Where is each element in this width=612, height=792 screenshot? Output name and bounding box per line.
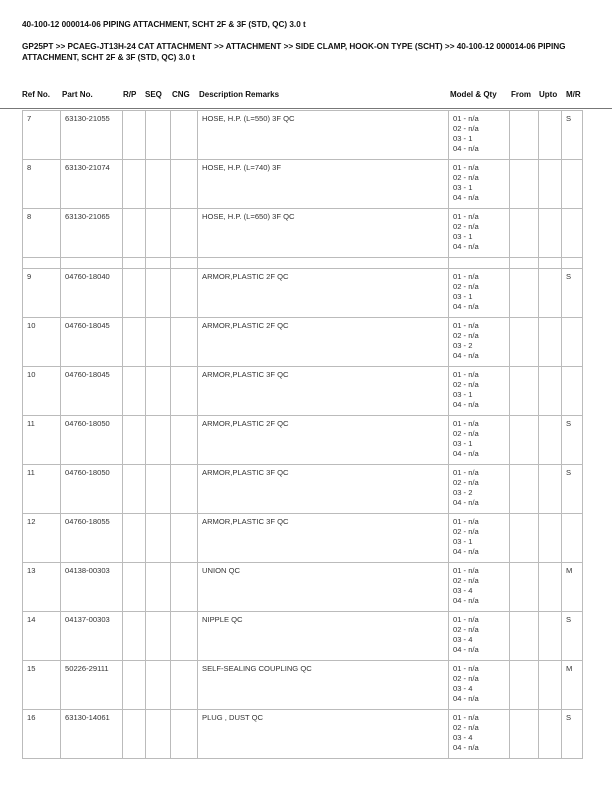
part-no-cell: 04760-18045 xyxy=(61,367,123,416)
model-qty-line: 02 - n/a xyxy=(453,478,479,487)
model-qty-line: 01 - n/a xyxy=(453,713,479,722)
cng-cell xyxy=(171,514,198,563)
model-qty-line: 04 - n/a xyxy=(453,400,479,409)
mr-cell: S xyxy=(562,111,583,160)
description-cell: NIPPLE QC xyxy=(198,612,449,661)
model-qty-cell xyxy=(449,209,510,258)
cng-cell xyxy=(171,612,198,661)
model-qty-line: 01 - n/a xyxy=(453,468,479,477)
description-cell: HOSE, H.P. (L=550) 3F QC xyxy=(198,111,449,160)
upto-cell xyxy=(539,111,562,160)
model-qty-line: 04 - n/a xyxy=(453,449,479,458)
cng-cell xyxy=(171,258,198,269)
mr-cell: S xyxy=(562,269,583,318)
from-cell xyxy=(510,612,539,661)
from-cell xyxy=(510,269,539,318)
mr-cell: S xyxy=(562,416,583,465)
table-row xyxy=(23,269,583,318)
col-rp: R/P xyxy=(123,90,137,99)
description-cell: ARMOR,PLASTIC 2F QC xyxy=(198,318,449,367)
model-qty-line: 01 - n/a xyxy=(453,517,479,526)
col-ref: Ref No. xyxy=(22,90,50,99)
description-cell: SELF-SEALING COUPLING QC xyxy=(198,661,449,710)
ref-cell: 8 xyxy=(23,160,61,209)
model-qty-line: 03 - 4 xyxy=(453,684,473,693)
mr-cell xyxy=(562,318,583,367)
rp-cell xyxy=(123,710,146,759)
cng-cell xyxy=(171,111,198,160)
part-no-cell: 04760-18045 xyxy=(61,318,123,367)
part-no-cell: 63130-14061 xyxy=(61,710,123,759)
table-row xyxy=(23,160,583,209)
description-cell: ARMOR,PLASTIC 2F QC xyxy=(198,416,449,465)
model-qty-cell xyxy=(449,514,510,563)
part-no-cell: 63130-21074 xyxy=(61,160,123,209)
cng-cell xyxy=(171,160,198,209)
model-qty-line: 02 - n/a xyxy=(453,723,479,732)
model-qty-line: 02 - n/a xyxy=(453,173,479,182)
model-qty-cell xyxy=(449,661,510,710)
table-row xyxy=(23,661,583,710)
seq-cell xyxy=(146,612,171,661)
model-qty-cell xyxy=(449,111,510,160)
model-qty-line: 02 - n/a xyxy=(453,674,479,683)
rp-cell xyxy=(123,416,146,465)
table-row xyxy=(23,612,583,661)
seq-cell xyxy=(146,318,171,367)
model-qty-line: 03 - 1 xyxy=(453,537,473,546)
upto-cell xyxy=(539,367,562,416)
model-qty-line: 01 - n/a xyxy=(453,370,479,379)
ref-cell: 10 xyxy=(23,318,61,367)
col-desc: Description Remarks xyxy=(199,90,280,99)
table-row xyxy=(23,514,583,563)
rp-cell xyxy=(123,111,146,160)
from-cell xyxy=(510,160,539,209)
rp-cell xyxy=(123,465,146,514)
ref-cell: 13 xyxy=(23,563,61,612)
col-cng: CNG xyxy=(172,90,190,99)
table-row xyxy=(23,318,583,367)
model-qty-line: 04 - n/a xyxy=(453,302,479,311)
ref-cell: 16 xyxy=(23,710,61,759)
model-qty-cell xyxy=(449,160,510,209)
seq-cell xyxy=(146,514,171,563)
col-seq: SEQ xyxy=(145,90,162,99)
cng-cell xyxy=(171,269,198,318)
upto-cell xyxy=(539,209,562,258)
table-row xyxy=(23,416,583,465)
from-cell xyxy=(510,710,539,759)
table-row xyxy=(23,367,583,416)
ref-cell: 11 xyxy=(23,416,61,465)
cng-cell xyxy=(171,416,198,465)
col-upto: Upto xyxy=(539,90,558,99)
upto-cell xyxy=(539,318,562,367)
model-qty-line: 04 - n/a xyxy=(453,144,479,153)
breadcrumb: GP25PT >> PCAEG-JT13H-24 CAT ATTACHMENT >> ATTACHMENT >> SIDE CLAMP, HOOK-ON TYPE (SCHT) >> 40-100-12 000014-06 PIPING ATTACHMENT, SCHT 2F & 3F (STD, QC) 3.0 t xyxy=(22,42,566,62)
ref-cell: 9 xyxy=(23,269,61,318)
upto-cell xyxy=(539,612,562,661)
table-row xyxy=(23,465,583,514)
mr-cell xyxy=(562,258,583,269)
upto-cell xyxy=(539,710,562,759)
col-mr: M/R xyxy=(566,90,581,99)
model-qty-line: 01 - n/a xyxy=(453,114,479,123)
model-qty-cell xyxy=(449,710,510,759)
cng-cell xyxy=(171,367,198,416)
seq-cell xyxy=(146,661,171,710)
description-cell: ARMOR,PLASTIC 2F QC xyxy=(198,269,449,318)
description-cell: PLUG , DUST QC xyxy=(198,710,449,759)
model-qty-line: 01 - n/a xyxy=(453,212,479,221)
ref-cell: 10 xyxy=(23,367,61,416)
model-qty-line: 01 - n/a xyxy=(453,272,479,281)
from-cell xyxy=(510,563,539,612)
ref-cell: 12 xyxy=(23,514,61,563)
part-no-cell: 63130-21055 xyxy=(61,111,123,160)
model-qty-cell xyxy=(449,465,510,514)
upto-cell xyxy=(539,661,562,710)
model-qty-line: 02 - n/a xyxy=(453,576,479,585)
model-qty-line: 03 - 4 xyxy=(453,733,473,742)
description-cell: HOSE, H.P. (L=650) 3F QC xyxy=(198,209,449,258)
model-qty-line: 02 - n/a xyxy=(453,331,479,340)
mr-cell xyxy=(562,514,583,563)
model-qty-line: 01 - n/a xyxy=(453,321,479,330)
cng-cell xyxy=(171,318,198,367)
model-qty-line: 03 - 1 xyxy=(453,134,473,143)
from-cell xyxy=(510,465,539,514)
from-cell xyxy=(510,367,539,416)
mr-cell: S xyxy=(562,612,583,661)
model-qty-line: 02 - n/a xyxy=(453,429,479,438)
model-qty-line: 04 - n/a xyxy=(453,596,479,605)
ref-cell: 15 xyxy=(23,661,61,710)
part-no-cell: 04760-18055 xyxy=(61,514,123,563)
upto-cell xyxy=(539,416,562,465)
model-qty-cell xyxy=(449,612,510,661)
part-no-cell: 04760-18040 xyxy=(61,269,123,318)
model-qty-cell xyxy=(449,416,510,465)
model-qty-cell xyxy=(449,563,510,612)
table-row xyxy=(23,209,583,258)
upto-cell xyxy=(539,465,562,514)
model-qty-line: 03 - 2 xyxy=(453,341,473,350)
rp-cell xyxy=(123,160,146,209)
model-qty-line: 03 - 1 xyxy=(453,292,473,301)
model-qty-cell xyxy=(449,318,510,367)
upto-cell xyxy=(539,258,562,269)
model-qty-line: 02 - n/a xyxy=(453,380,479,389)
table-header xyxy=(0,90,612,102)
model-qty-line: 04 - n/a xyxy=(453,547,479,556)
model-qty-line: 02 - n/a xyxy=(453,222,479,231)
header-divider xyxy=(0,108,612,109)
rp-cell xyxy=(123,612,146,661)
seq-cell xyxy=(146,367,171,416)
model-qty-line: 03 - 4 xyxy=(453,635,473,644)
ref-cell: 7 xyxy=(23,111,61,160)
mr-cell xyxy=(562,209,583,258)
part-no-cell: 04137-00303 xyxy=(61,612,123,661)
part-no-cell: 04760-18050 xyxy=(61,416,123,465)
upto-cell xyxy=(539,563,562,612)
description-cell: HOSE, H.P. (L=740) 3F xyxy=(198,160,449,209)
empty-row xyxy=(23,258,583,269)
rp-cell xyxy=(123,269,146,318)
model-qty-cell xyxy=(449,269,510,318)
seq-cell xyxy=(146,563,171,612)
upto-cell xyxy=(539,514,562,563)
rp-cell xyxy=(123,514,146,563)
model-qty-line: 04 - n/a xyxy=(453,694,479,703)
rp-cell xyxy=(123,258,146,269)
part-no-cell: 04760-18050 xyxy=(61,465,123,514)
ref-cell xyxy=(23,258,61,269)
rp-cell xyxy=(123,563,146,612)
model-qty-line: 03 - 1 xyxy=(453,183,473,192)
model-qty-line: 01 - n/a xyxy=(453,615,479,624)
model-qty-line: 04 - n/a xyxy=(453,498,479,507)
model-qty-cell xyxy=(449,258,510,269)
part-no-cell: 50226-29111 xyxy=(61,661,123,710)
cng-cell xyxy=(171,563,198,612)
mr-cell: M xyxy=(562,563,583,612)
from-cell xyxy=(510,514,539,563)
model-qty-line: 01 - n/a xyxy=(453,419,479,428)
seq-cell xyxy=(146,710,171,759)
upto-cell xyxy=(539,269,562,318)
model-qty-line: 03 - 1 xyxy=(453,390,473,399)
seq-cell xyxy=(146,269,171,318)
mr-cell: S xyxy=(562,465,583,514)
model-qty-line: 03 - 4 xyxy=(453,586,473,595)
col-from: From xyxy=(511,90,531,99)
description-cell: ARMOR,PLASTIC 3F QC xyxy=(198,465,449,514)
seq-cell xyxy=(146,258,171,269)
model-qty-line: 04 - n/a xyxy=(453,645,479,654)
from-cell xyxy=(510,209,539,258)
model-qty-cell xyxy=(449,367,510,416)
cng-cell xyxy=(171,710,198,759)
parts-table xyxy=(22,110,583,759)
from-cell xyxy=(510,258,539,269)
ref-cell: 8 xyxy=(23,209,61,258)
from-cell xyxy=(510,416,539,465)
col-part: Part No. xyxy=(62,90,93,99)
col-model-qty: Model & Qty xyxy=(450,90,497,99)
model-qty-line: 03 - 2 xyxy=(453,488,473,497)
seq-cell xyxy=(146,160,171,209)
mr-cell xyxy=(562,160,583,209)
seq-cell xyxy=(146,111,171,160)
description-cell: ARMOR,PLASTIC 3F QC xyxy=(198,367,449,416)
table-row xyxy=(23,710,583,759)
model-qty-line: 02 - n/a xyxy=(453,527,479,536)
model-qty-line: 01 - n/a xyxy=(453,163,479,172)
model-qty-line: 01 - n/a xyxy=(453,664,479,673)
cng-cell xyxy=(171,661,198,710)
mr-cell xyxy=(562,367,583,416)
from-cell xyxy=(510,661,539,710)
table-row xyxy=(23,111,583,160)
rp-cell xyxy=(123,209,146,258)
cng-cell xyxy=(171,209,198,258)
part-no-cell: 63130-21065 xyxy=(61,209,123,258)
description-cell: ARMOR,PLASTIC 3F QC xyxy=(198,514,449,563)
upto-cell xyxy=(539,160,562,209)
model-qty-line: 04 - n/a xyxy=(453,743,479,752)
model-qty-line: 02 - n/a xyxy=(453,124,479,133)
model-qty-line: 02 - n/a xyxy=(453,625,479,634)
from-cell xyxy=(510,111,539,160)
seq-cell xyxy=(146,465,171,514)
part-no-cell xyxy=(61,258,123,269)
ref-cell: 11 xyxy=(23,465,61,514)
model-qty-line: 03 - 1 xyxy=(453,232,473,241)
model-qty-line: 04 - n/a xyxy=(453,351,479,360)
page-title: 40-100-12 000014-06 PIPING ATTACHMENT, SCHT 2F & 3F (STD, QC) 3.0 t xyxy=(22,20,306,29)
mr-cell: S xyxy=(562,710,583,759)
seq-cell xyxy=(146,416,171,465)
from-cell xyxy=(510,318,539,367)
rp-cell xyxy=(123,661,146,710)
rp-cell xyxy=(123,367,146,416)
model-qty-line: 01 - n/a xyxy=(453,566,479,575)
mr-cell: M xyxy=(562,661,583,710)
ref-cell: 14 xyxy=(23,612,61,661)
model-qty-line: 04 - n/a xyxy=(453,242,479,251)
model-qty-line: 02 - n/a xyxy=(453,282,479,291)
description-cell xyxy=(198,258,449,269)
model-qty-line: 03 - 1 xyxy=(453,439,473,448)
part-no-cell: 04138-00303 xyxy=(61,563,123,612)
table-row xyxy=(23,563,583,612)
cng-cell xyxy=(171,465,198,514)
description-cell: UNION QC xyxy=(198,563,449,612)
model-qty-line: 04 - n/a xyxy=(453,193,479,202)
rp-cell xyxy=(123,318,146,367)
seq-cell xyxy=(146,209,171,258)
